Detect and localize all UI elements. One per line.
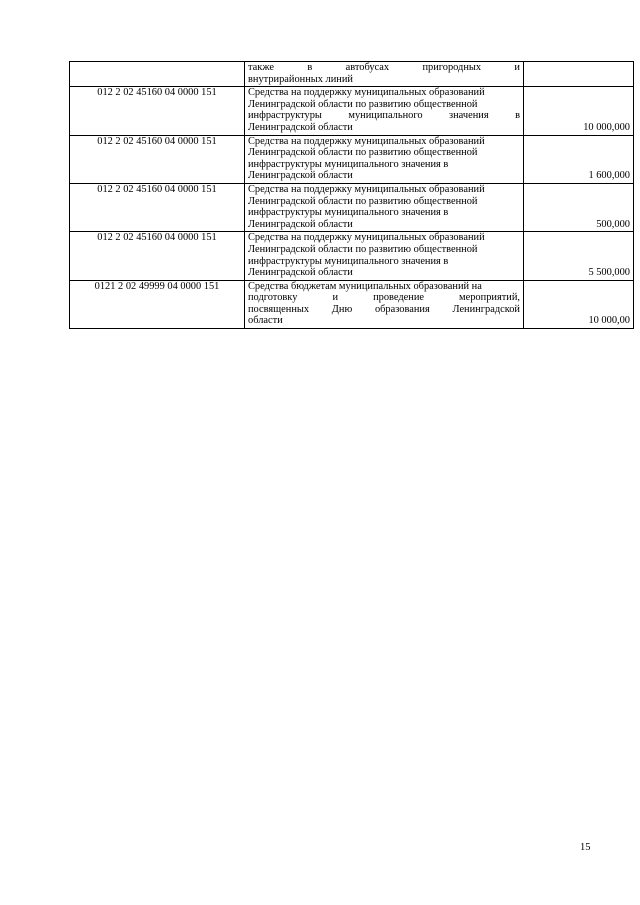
budget-code-cell: 012 2 02 45160 04 0000 151 (70, 183, 245, 231)
description-line: также в автобусах пригородных и (248, 62, 520, 73)
description-line: Ленинградской области (248, 267, 353, 279)
budget-code-cell: 012 2 02 45160 04 0000 151 (70, 232, 245, 280)
table-row (70, 87, 634, 135)
description-line: Средства на поддержку муниципальных образований (248, 232, 485, 244)
description-line: Ленинградской области по развитию общественной (248, 243, 478, 255)
description-line: Средства бюджетам муниципальных образований на (248, 280, 482, 292)
table-row (70, 232, 634, 280)
description-line: инфраструктуры муниципального значения в (248, 110, 520, 122)
table-row (70, 135, 634, 183)
description-line: области (248, 315, 283, 327)
budget-table-body (70, 62, 634, 329)
table-row (70, 62, 634, 87)
page-number: 15 (580, 842, 591, 853)
description-line: Ленинградской области по развитию общественной (248, 98, 478, 110)
description-cell (245, 87, 524, 135)
description-line: Ленинградской области по развитию общественной (248, 147, 478, 159)
description-line: инфраструктуры муниципального значения в (248, 158, 449, 170)
budget-table (69, 61, 634, 329)
description-line: Средства на поддержку муниципальных образований (248, 135, 485, 147)
amount-cell: 500,000 (524, 183, 634, 231)
description-line: Средства на поддержку муниципальных образований (248, 183, 485, 195)
description-cell (245, 135, 524, 183)
budget-code-cell (70, 62, 245, 87)
description-line: посвященных Дню образования Ленинградской (248, 303, 520, 315)
table-row (70, 280, 634, 328)
description-cell (245, 280, 524, 328)
description-line: подготовку и проведение мероприятий, (248, 292, 520, 304)
amount-cell: 1 600,000 (524, 135, 634, 183)
description-cell (245, 62, 524, 87)
budget-code-cell: 012 2 02 45160 04 0000 151 (70, 135, 245, 183)
description-cell (245, 232, 524, 280)
description-line: инфраструктуры муниципального значения в (248, 255, 449, 267)
description-line: Средства на поддержку муниципальных образований (248, 87, 485, 99)
description-line: Ленинградской области (248, 170, 353, 182)
description-line: Ленинградской области (248, 218, 353, 230)
amount-cell: 10 000,00 (524, 280, 634, 328)
budget-code-cell: 012 2 02 45160 04 0000 151 (70, 87, 245, 135)
amount-cell: 10 000,000 (524, 87, 634, 135)
table-row (70, 183, 634, 231)
amount-cell: 5 500,000 (524, 232, 634, 280)
amount-cell (524, 62, 634, 87)
description-line: Ленинградской области (248, 121, 353, 133)
budget-code-cell: 0121 2 02 49999 04 0000 151 (70, 280, 245, 328)
description-cell (245, 183, 524, 231)
description-line: Ленинградской области по развитию общественной (248, 195, 478, 207)
description-line: инфраструктуры муниципального значения в (248, 207, 449, 219)
description-line: внутрирайонных линий (248, 73, 353, 85)
